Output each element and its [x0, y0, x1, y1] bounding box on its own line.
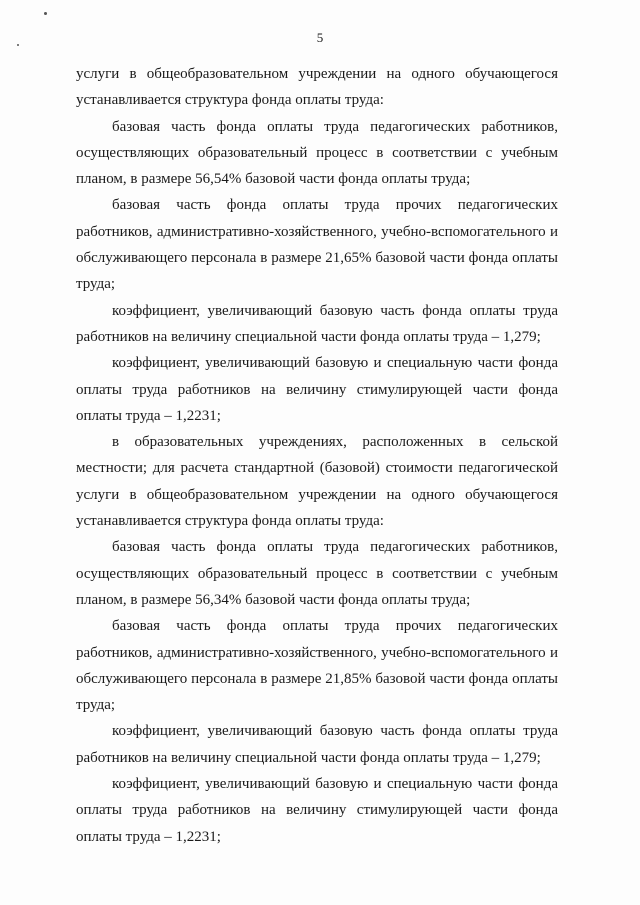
paragraph: базовая часть фонда оплаты труда педагогических работников, осуществляющих образовательный процесс в соответствии с учебным планом, в размере 56,54% базовой части фонда оплаты труда;: [76, 118, 558, 188]
paragraph: базовая часть фонда оплаты труда прочих педагогических работников, административно-хозяйственного, учебно-вспомогательного и обслуживающего персонала в размере 21,85% базовой части фонда оплаты труда;: [76, 618, 558, 714]
paragraph: коэффициент, увеличивающий базовую часть фонда оплаты труда работников на величину специальной части фонда оплаты труда – 1,279;: [76, 302, 558, 345]
paragraph: услуги в общеобразовательном учреждении на одного обучающегося устанавливается структура фонда оплаты труда:: [76, 66, 558, 109]
paragraph: в образовательных учреждениях, расположенных в сельской местности; для расчета стандартной (базовой) стоимости педагогической услуги в общеобразовательном учреждении на одного обучающегося устанавливается структура фонда оплаты труда:: [76, 434, 558, 530]
paragraph: базовая часть фонда оплаты труда прочих педагогических работников, административно-хозяйственного, учебно-вспомогательного и обслуживающего персонала в размере 21,65% базовой части фонда оплаты труда;: [76, 197, 558, 293]
paragraph: коэффициент, увеличивающий базовую часть фонда оплаты труда работников на величину специальной части фонда оплаты труда – 1,279;: [76, 723, 558, 766]
page-number: 5: [316, 30, 324, 45]
paragraph: коэффициент, увеличивающий базовую и специальную части фонда оплаты труда работников на величину стимулирующей части фонда оплаты труда – 1,2231;: [76, 776, 558, 845]
document-body: [76, 61, 558, 850]
paragraph: базовая часть фонда оплаты труда педагогических работников, осуществляющих образовательный процесс в соответствии с учебным планом, в размере 56,34% базовой части фонда оплаты труда;: [76, 539, 558, 608]
paragraph: коэффициент, увеличивающий базовую и специальную части фонда оплаты труда работников на величину стимулирующей части фонда оплаты труда – 1,2231;: [76, 355, 558, 424]
scan-speck: [44, 12, 47, 15]
